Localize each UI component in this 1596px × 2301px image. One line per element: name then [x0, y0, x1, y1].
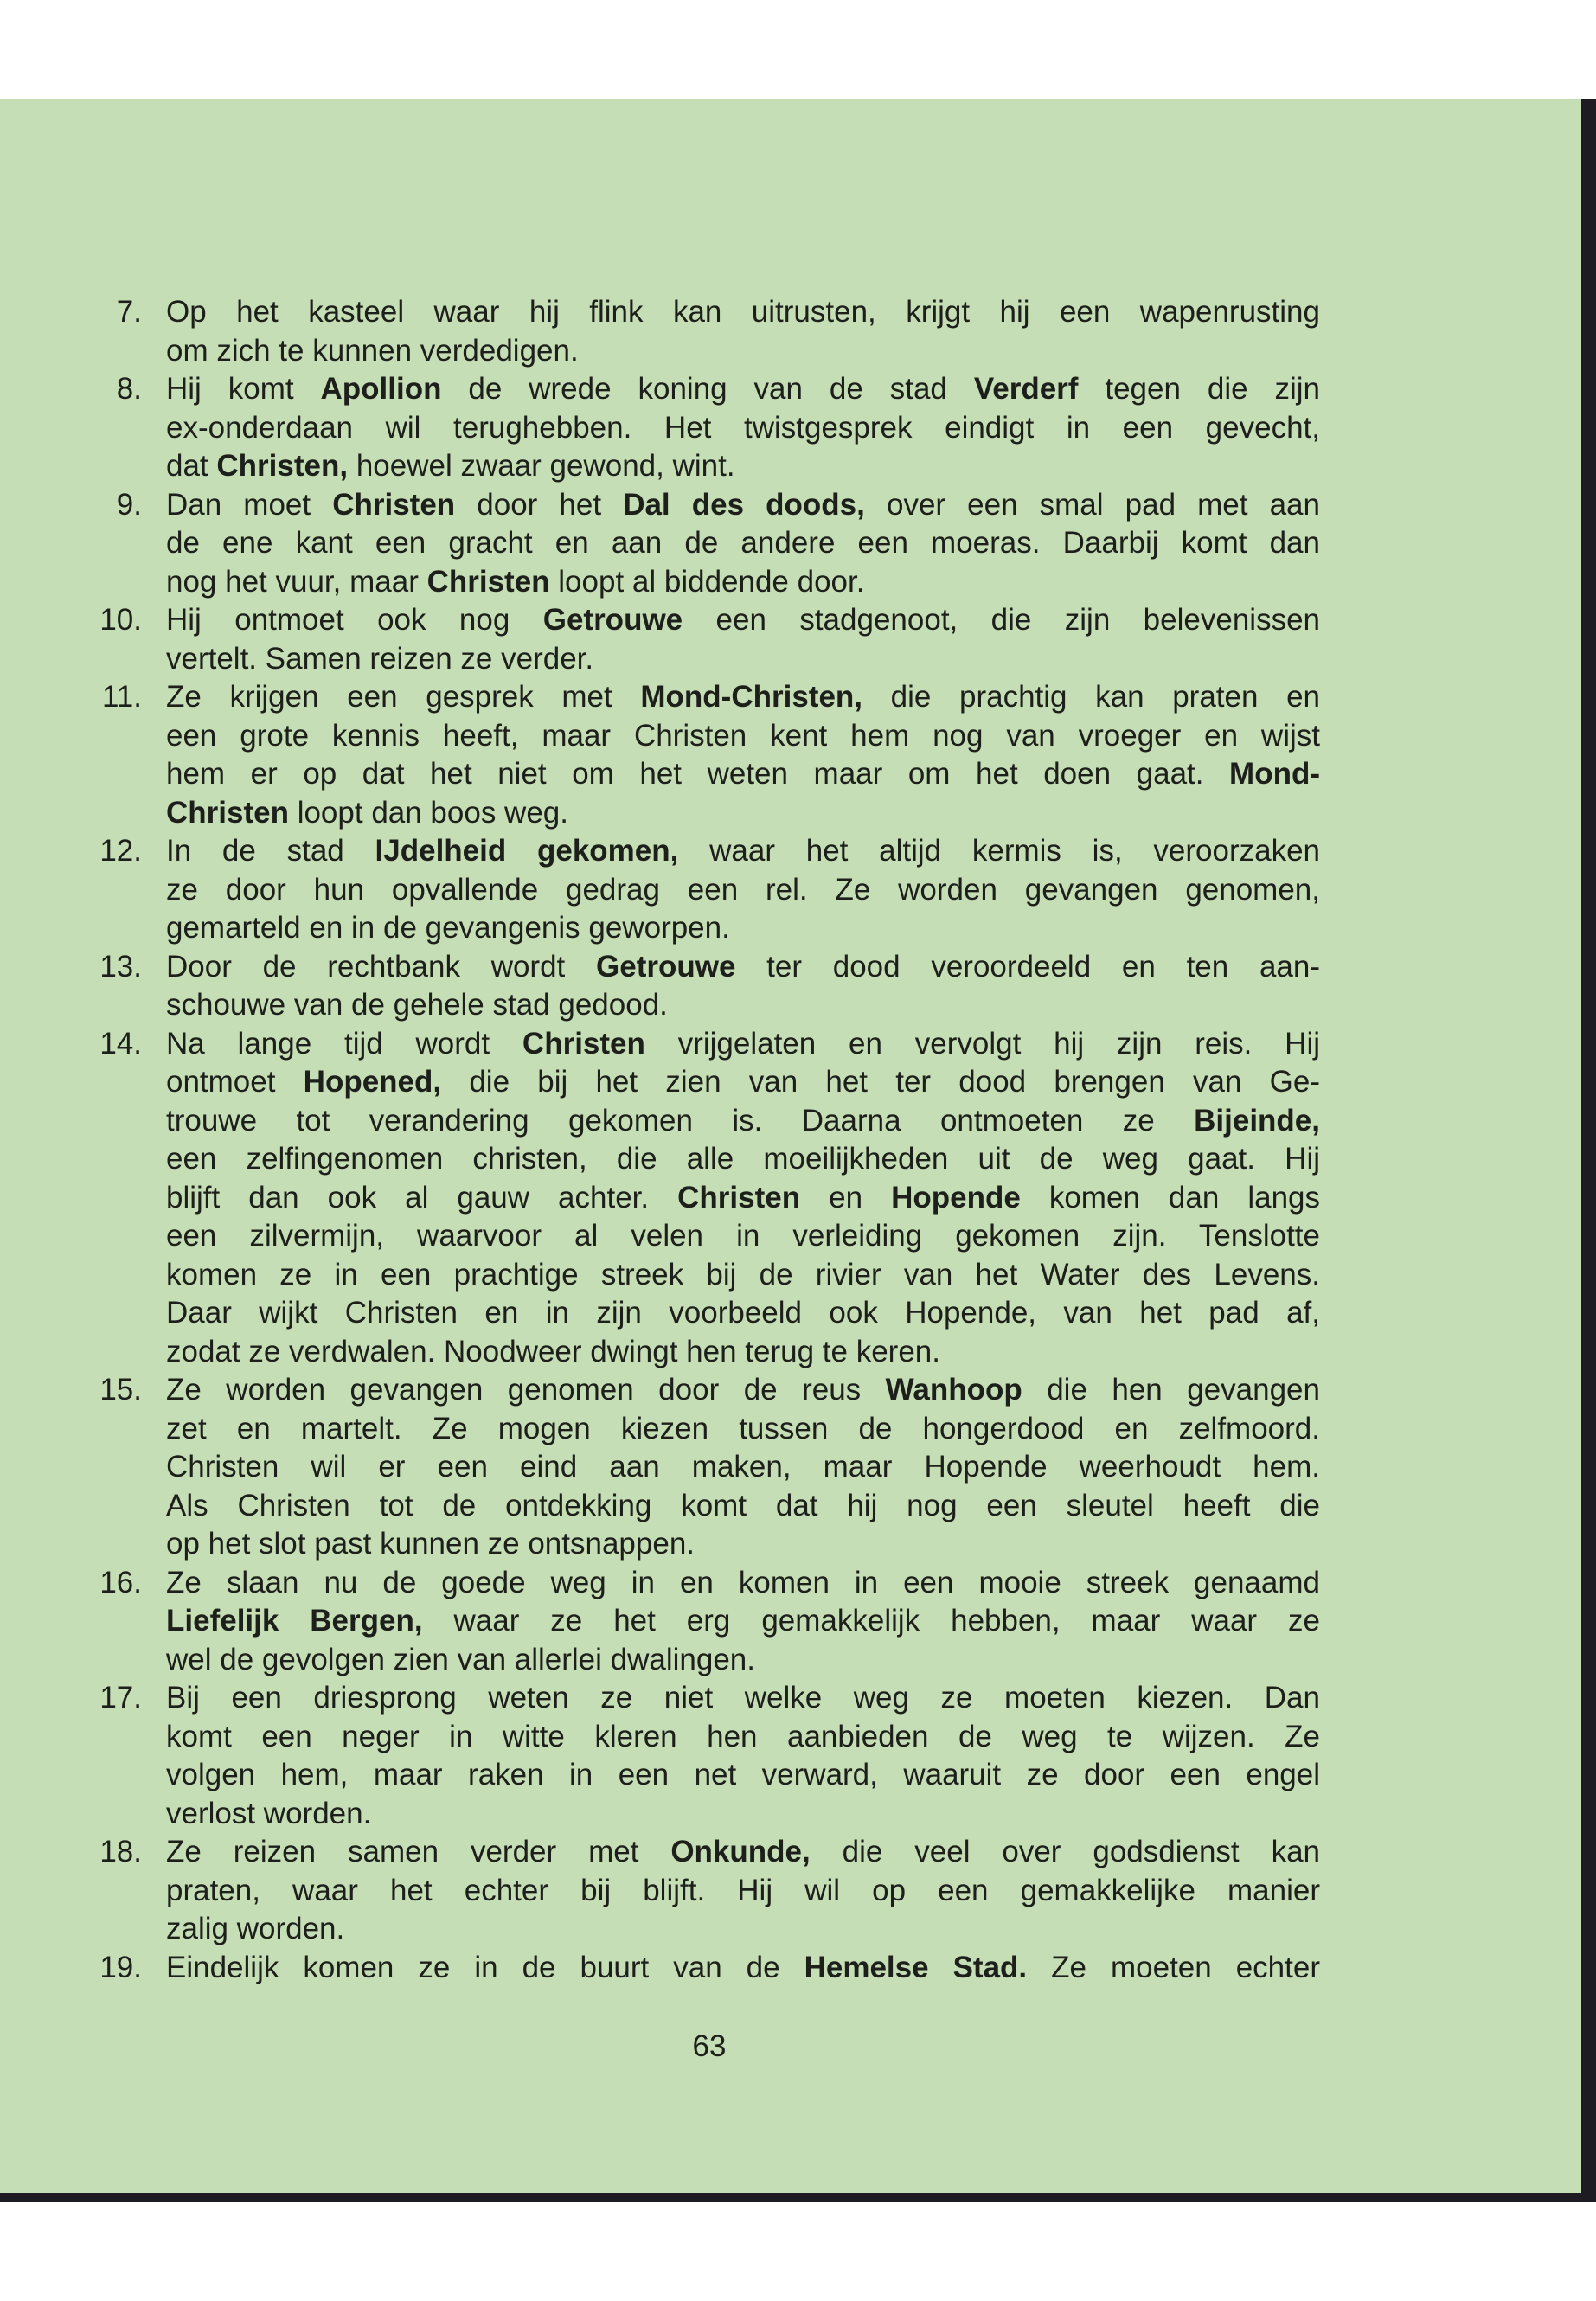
bold-name: Mond-Christen,	[640, 680, 863, 714]
text-run: Ze moeten echter	[1027, 1950, 1320, 1984]
text-run: praten, waar het echter bij blijft. Hij wil op een gemakkelijke manier	[166, 1873, 1320, 1907]
list-item-line	[0, 678, 1596, 717]
item-text	[166, 948, 1320, 987]
item-number: 8.	[116, 372, 142, 406]
text-run: waar het altijd kermis is, veroorzaken	[678, 834, 1321, 868]
item-text	[166, 832, 1320, 871]
item-text	[166, 370, 1320, 409]
item-text	[166, 332, 1320, 371]
item-text	[166, 1448, 1320, 1487]
item-text	[166, 640, 1320, 679]
list-item-line	[0, 1718, 1596, 1757]
list-item-line	[0, 1641, 1596, 1680]
item-text	[166, 293, 1320, 332]
page-edge-bottom	[0, 2193, 1596, 2202]
item-text	[166, 1525, 1320, 1564]
text-run: gemarteld en in de gevangenis geworpen.	[166, 911, 730, 945]
bold-name: Christen	[426, 564, 550, 599]
item-text	[166, 409, 1320, 448]
bold-name: Christen	[677, 1180, 801, 1215]
bold-name: Hopende	[891, 1180, 1021, 1215]
list-item-line	[0, 486, 1596, 525]
item-text	[166, 1140, 1320, 1179]
item-text	[166, 1833, 1320, 1872]
item-text	[166, 1679, 1320, 1718]
bold-name: Dal des doods,	[623, 487, 865, 522]
list-item-line	[0, 832, 1596, 871]
text-run: die bij het zien van het ter dood brengen van Ge-	[441, 1065, 1320, 1099]
text-run: schouwe van de gehele stad gedood.	[166, 988, 668, 1022]
item-number: 12.	[99, 834, 142, 868]
item-text	[166, 1179, 1320, 1218]
list-item-line	[0, 794, 1596, 833]
item-text	[166, 1333, 1320, 1372]
list-item-line	[0, 1872, 1596, 1911]
list-item-line	[0, 1333, 1596, 1372]
bold-name: Hopened,	[303, 1065, 442, 1099]
bold-name: Onkunde,	[670, 1835, 811, 1868]
bold-name: Christen	[332, 487, 456, 522]
list-item-line	[0, 1448, 1596, 1487]
item-text	[166, 563, 1320, 602]
text-run: door het	[455, 487, 624, 522]
item-text	[166, 1718, 1320, 1757]
text-run: komen dan langs	[1020, 1180, 1320, 1215]
list-item-line	[0, 524, 1596, 563]
bold-name: Christen	[166, 795, 289, 830]
item-number: 7.	[116, 295, 142, 329]
item-text	[166, 524, 1320, 563]
item-text	[166, 1371, 1320, 1410]
list-item-line	[0, 1910, 1596, 1949]
text-run: Door de rechtbank wordt	[166, 949, 597, 984]
text-run: een grote kennis heeft, maar Christen kent hem nog van vroeger en wijst	[166, 718, 1320, 753]
bold-name: Wanhoop	[885, 1373, 1022, 1407]
item-text	[166, 1217, 1320, 1256]
text-run: nog het vuur, maar	[166, 564, 427, 599]
item-text	[166, 794, 1320, 833]
item-text	[166, 1872, 1320, 1911]
text-run: Ze slaan nu de goede weg in en komen in een mooie streek genaamd	[166, 1565, 1320, 1599]
text-run: Hij ontmoet ook nog	[166, 603, 543, 637]
list-item-line	[0, 871, 1596, 910]
item-text	[166, 1025, 1320, 1064]
text-run: komen ze in een prachtige streek bij de rivier van het Water des Levens.	[166, 1257, 1320, 1292]
text-run: Ze worden gevangen genomen door de reus	[166, 1373, 886, 1407]
item-number: 18.	[99, 1835, 142, 1868]
item-text	[166, 1410, 1320, 1449]
text-run: de wrede koning van de stad	[441, 372, 974, 406]
bold-name: Christen,	[216, 449, 349, 483]
bold-name: Mond-	[1229, 757, 1320, 791]
item-text	[166, 1564, 1320, 1603]
item-number: 11.	[101, 680, 142, 714]
item-text	[166, 717, 1320, 756]
item-number: 17.	[99, 1681, 142, 1715]
item-text	[166, 909, 1320, 948]
list-item-line	[0, 1256, 1596, 1295]
item-text	[166, 1256, 1320, 1295]
text-run: Als Christen tot de ontdekking komt dat hij nog een sleutel heeft die	[166, 1488, 1320, 1522]
list-item-line	[0, 948, 1596, 987]
text-run: blijft dan ook al gauw achter.	[166, 1180, 678, 1215]
list-item-line	[0, 1487, 1596, 1526]
numbered-story-list	[0, 293, 1596, 1987]
item-text	[166, 1910, 1320, 1949]
text-run: een zilvermijn, waarvoor al velen in verleiding gekomen zijn. Tenslotte	[166, 1219, 1320, 1253]
list-item-line	[0, 1140, 1596, 1179]
text-run: loopt dan boos weg.	[288, 795, 568, 830]
text-run: verlost worden.	[166, 1796, 372, 1830]
bold-name: Getrouwe	[542, 603, 683, 637]
item-text	[166, 486, 1320, 525]
text-run: waar ze het erg gemakkelijk hebben, maar waar ze	[422, 1604, 1320, 1638]
list-item-line	[0, 717, 1596, 756]
text-run: Na lange tijd wordt	[166, 1026, 522, 1061]
list-item-line	[0, 1795, 1596, 1834]
list-item-line	[0, 986, 1596, 1025]
list-item-line	[0, 370, 1596, 409]
item-text	[166, 986, 1320, 1025]
list-item-line	[0, 447, 1596, 486]
text-run: komt een neger in witte kleren hen aanbieden de weg te wijzen. Ze	[166, 1719, 1320, 1753]
list-item-line	[0, 1602, 1596, 1641]
text-run: volgen hem, maar raken in een net verward, waaruit ze door een engel	[166, 1758, 1320, 1791]
item-number: 15.	[99, 1373, 142, 1407]
list-item-line	[0, 1217, 1596, 1256]
item-text	[166, 1487, 1320, 1526]
item-text	[166, 1756, 1320, 1795]
item-text	[166, 601, 1320, 640]
text-run: Eindelijk komen ze in de buurt van de	[166, 1950, 804, 1984]
text-run: Ze krijgen een gesprek met	[166, 680, 641, 714]
bold-name: Getrouwe	[596, 949, 736, 984]
list-item-line	[0, 640, 1596, 679]
list-item-line	[0, 1525, 1596, 1564]
list-item-line	[0, 1564, 1596, 1603]
item-number: 19.	[99, 1950, 142, 1984]
page-number: 63	[692, 2029, 727, 2063]
list-item-line	[0, 563, 1596, 602]
list-item-line	[0, 1679, 1596, 1718]
text-run: vrijgelaten en vervolgt hij zijn reis. Hij	[644, 1026, 1320, 1061]
list-item-line	[0, 1371, 1596, 1410]
list-item-line	[0, 1102, 1596, 1141]
text-run: vertelt. Samen reizen ze verder.	[166, 641, 594, 676]
text-run: loopt al biddende door.	[549, 564, 865, 599]
bold-name: Apollion	[320, 372, 442, 406]
item-number: 9.	[116, 487, 142, 522]
bold-name: Bijeinde,	[1194, 1103, 1320, 1138]
text-run: zet en martelt. Ze mogen kiezen tussen de hongerdood en zelfmoord.	[166, 1411, 1320, 1445]
bold-name: Hemelse Stad.	[804, 1950, 1028, 1984]
text-run: wel de gevolgen zien van allerlei dwalingen.	[166, 1642, 755, 1676]
text-run: Christen wil er een eind aan maken, maar Hopende weerhoudt hem.	[166, 1450, 1320, 1484]
text-run: Daar wijkt Christen en in zijn voorbeeld ook Hopende, van het pad af,	[166, 1296, 1320, 1330]
list-item-line	[0, 1063, 1596, 1102]
text-run: om zich te kunnen verdedigen.	[166, 333, 579, 368]
text-run: op het slot past kunnen ze ontsnappen.	[166, 1527, 695, 1561]
list-item-line	[0, 1833, 1596, 1872]
item-text	[166, 871, 1320, 910]
text-run: Ze reizen samen verder met	[166, 1835, 671, 1868]
text-run: Bij een driesprong weten ze niet welke weg ze moeten kiezen. Dan	[166, 1681, 1320, 1715]
text-run: Hij komt	[166, 372, 321, 406]
item-text	[166, 1949, 1320, 1988]
item-text	[166, 1063, 1320, 1102]
item-text	[166, 1641, 1320, 1680]
item-text	[166, 1294, 1320, 1333]
text-run: dat	[166, 449, 217, 483]
text-run: ze door hun opvallende gedrag een rel. Ze worden gevangen genomen,	[166, 872, 1320, 907]
list-item-line	[0, 332, 1596, 371]
text-run: die veel over godsdienst kan	[810, 1835, 1320, 1868]
bold-name: IJdelheid gekomen,	[375, 834, 679, 868]
item-text	[166, 1102, 1320, 1141]
text-run: hoewel zwaar gewond, wint.	[348, 449, 735, 483]
text-run: die hen gevangen	[1022, 1373, 1320, 1407]
item-number: 10.	[99, 603, 142, 637]
list-item-line	[0, 1949, 1596, 1988]
text-run: zalig worden.	[166, 1912, 345, 1945]
list-item-line	[0, 293, 1596, 332]
text-run: ontmoet	[166, 1065, 304, 1099]
text-run: zodat ze verdwalen. Noodweer dwingt hen terug te keren.	[166, 1334, 940, 1368]
text-run: een stadgenoot, die zijn belevenissen	[683, 603, 1320, 637]
text-run: ter dood veroordeeld en ten aan-	[735, 949, 1321, 984]
text-run: trouwe tot verandering gekomen is. Daarna ontmoeten ze	[166, 1103, 1195, 1138]
text-run: Op het kasteel waar hij flink kan uitrusten, krijgt hij een wapenrusting	[166, 295, 1320, 329]
bold-name: Liefelijk Bergen,	[166, 1604, 423, 1638]
bold-name: Christen	[522, 1026, 645, 1061]
text-run: de ene kant een gracht en aan de andere een moeras. Daarbij komt dan	[166, 526, 1320, 560]
bold-name: Verderf	[973, 372, 1079, 406]
item-number: 16.	[99, 1565, 142, 1599]
list-item-line	[0, 1294, 1596, 1333]
list-item-line	[0, 1179, 1596, 1218]
item-text	[166, 755, 1320, 794]
list-item-line	[0, 601, 1596, 640]
text-run: In de stad	[166, 834, 375, 868]
text-run: Dan moet	[166, 487, 333, 522]
list-item-line	[0, 409, 1596, 448]
text-run: en	[800, 1180, 892, 1215]
item-number: 13.	[99, 949, 142, 984]
text-run: ex-onderdaan wil terughebben. Het twistgesprek eindigt in een gevecht,	[166, 410, 1320, 445]
item-text	[166, 678, 1320, 717]
item-text	[166, 1795, 1320, 1834]
text-run: die prachtig kan praten en	[862, 680, 1321, 714]
text-run: over een smal pad met aan	[864, 487, 1320, 522]
item-text	[166, 447, 1320, 486]
list-item-line	[0, 1410, 1596, 1449]
text-run: hem er op dat het niet om het weten maar om het doen gaat.	[166, 757, 1230, 791]
list-item-line	[0, 755, 1596, 794]
list-item-line	[0, 909, 1596, 948]
list-item-line	[0, 1025, 1596, 1064]
text-run: tegen die zijn	[1078, 372, 1321, 406]
item-number: 14.	[99, 1026, 142, 1061]
text-run: een zelfingenomen christen, die alle moeilijkheden uit de weg gaat. Hij	[166, 1142, 1320, 1176]
item-text	[166, 1602, 1320, 1641]
list-item-line	[0, 1756, 1596, 1795]
